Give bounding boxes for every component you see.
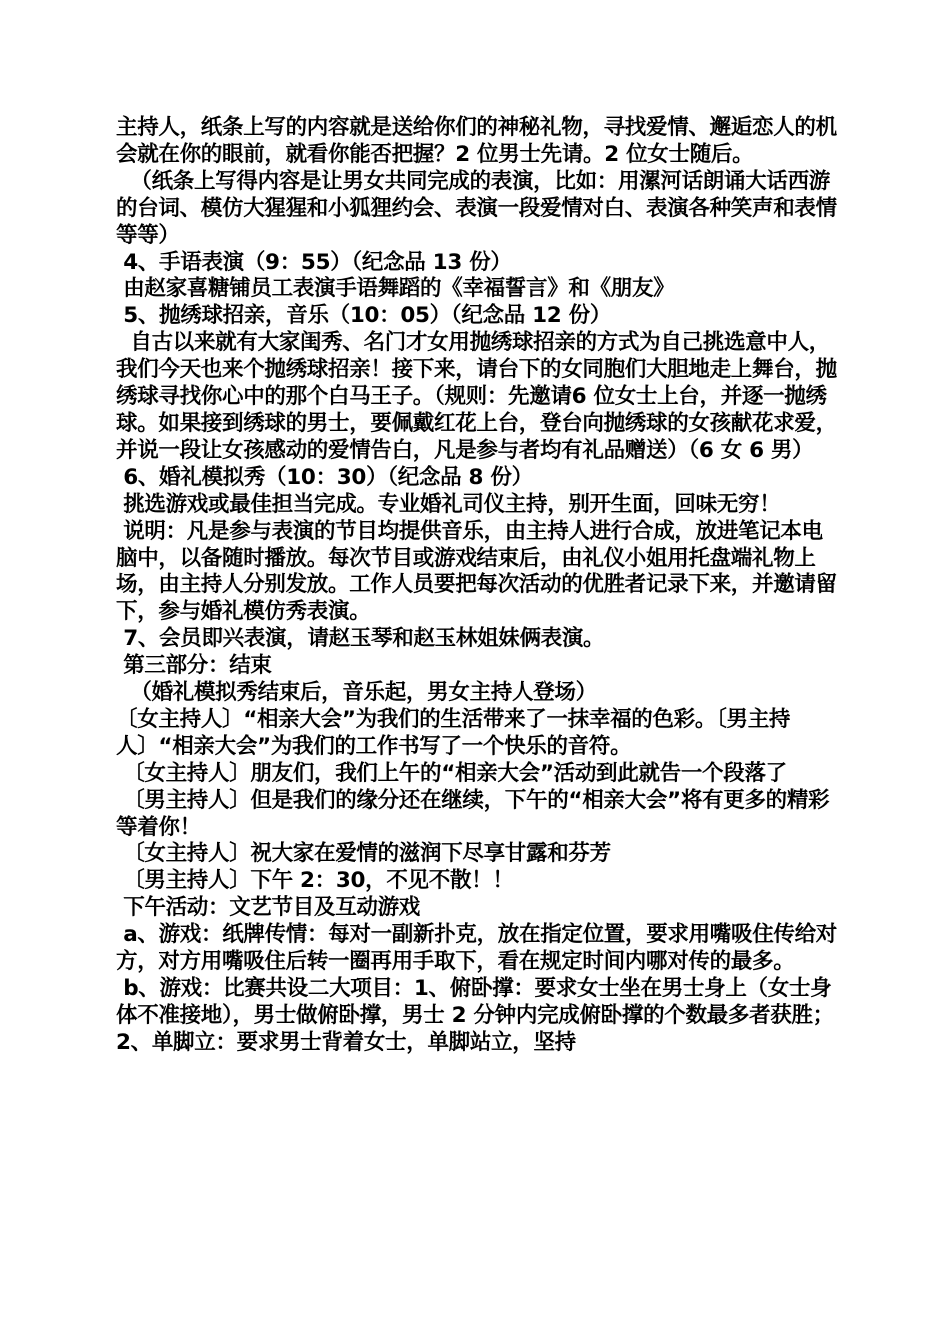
section-heading-sign-language: 4、手语表演（9：55）（纪念品 13 份） [116, 249, 512, 275]
document-body [116, 115, 838, 1057]
paragraph-2: （纸条上写得内容是让男女共同完成的表演，比如：用漯河话朗诵大话西游的台词、模仿大猩猩和小狐狸约会、表演一段爱情对白、表演各种笑声和表情等等） [116, 168, 837, 248]
paragraph-5: 挑选游戏或最佳担当完成。专业婚礼司仪主持，别开生面，回味无穷！ [116, 491, 781, 517]
afternoon-heading: 下午活动：文艺节目及互动游戏 [116, 895, 420, 921]
dialogue-1: 〔女主持人〕“相亲大会”为我们的生活带来了一抹幸福的色彩。〔男主持人〕“相亲大会”为我们的工作书写了一个快乐的音符。 [116, 706, 791, 759]
section-heading-member-show: 7、会员即兴表演，请赵玉琴和赵玉林姐妹俩表演。 [116, 626, 605, 652]
game-b: b、游戏：比赛共设二大项目：1、俯卧撑：要求女士坐在男士身上（女士身体不准接地），男士做俯卧撑，男士 2 分钟内完成俯卧撑的个数最多者获胜；2、单脚立：要求男士背着女士，单脚站立，坚持 [116, 976, 834, 1055]
section-heading-embroidered-ball: 5、抛绣球招亲，音乐（10：05）（纪念品 12 份） [116, 303, 612, 329]
paragraph-1: 主持人，纸条上写的内容就是送给你们的神秘礼物，寻找爱情、邂逅恋人的机会就在你的眼前，就看你能否把握？2 位男士先请。2 位女士随后。 [116, 115, 837, 167]
dialogue-5: 〔男主持人〕下午 2：30，不见不散！！ [116, 868, 514, 894]
dialogue-3: 〔男主持人〕但是我们的缘分还在继续，下午的“相亲大会”将有更多的精彩等着你！ [116, 787, 830, 840]
section-heading-wedding-show: 6、婚礼模拟秀（10：30）（纪念品 8 份） [116, 464, 533, 490]
dialogue-4: 〔女主持人〕祝大家在爱情的滋润下尽享甘露和芬芳 [116, 841, 611, 867]
dialogue-2: 〔女主持人〕朋友们，我们上午的“相亲大会”活动到此就告一个段落了 [116, 760, 787, 786]
paragraph-6: （婚礼模拟秀结束后，音乐起，男女主持人登场） [116, 680, 597, 706]
paragraph-4: 自古以来就有大家闺秀、名门才女用抛绣球招亲的方式为自己挑选意中人，我们今天也来个抛绣球招亲！接下来，请台下的女同胞们大胆地走上舞台，抛绣球寻找你心中的那个白马王子。（规则：先邀请6 位女士上台，并逐一抛绣球。如果接到绣球的男士，要佩戴红花上台，登台向抛绣球的女孩献花求爱，并说一段让女孩感动的爱情告白，凡是参与者均有礼品赠送）（6 女 6 男） [116, 330, 837, 463]
paragraph-3: 由赵家喜糖铺员工表演手语舞蹈的《幸福誓言》和《朋友》 [116, 276, 675, 302]
game-a: a、游戏：纸牌传情：每对一副新扑克，放在指定位置，要求用嘴吸住传给对方，对方用嘴吸住后转一圈再用手取下，看在规定时间内哪对传的最多。 [116, 922, 837, 975]
paragraph-note: 说明：凡是参与表演的节目均提供音乐，由主持人进行合成，放进笔记本电脑中，以备随时播放。每次节目或游戏结束后，由礼仪小姐用托盘端礼物上场，由主持人分别发放。工作人员要把每次活动的优胜者记录下来，并邀请留下，参与婚礼模仿秀表演。 [116, 518, 837, 625]
part-three-heading: 第三部分：结束 [116, 653, 272, 679]
